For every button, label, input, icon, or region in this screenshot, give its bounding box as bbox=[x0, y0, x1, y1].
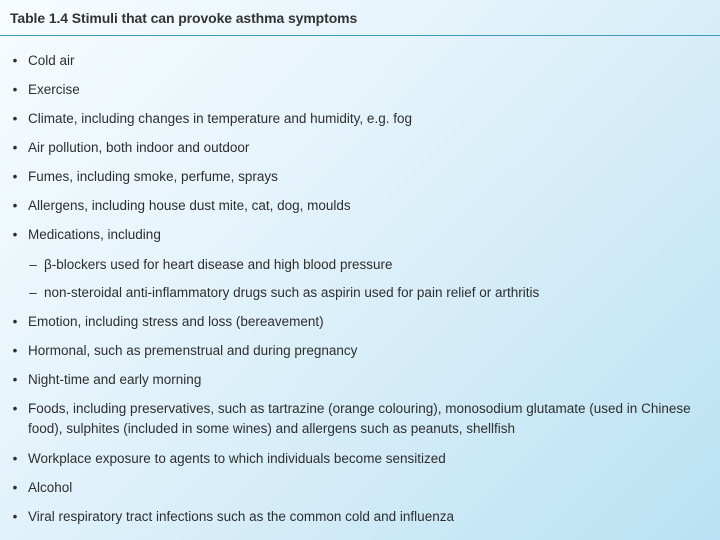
bullet-icon: • bbox=[12, 140, 18, 155]
bullet-icon: • bbox=[12, 169, 18, 184]
list-item-text: Climate, including changes in temperature and humidity, e.g. fog bbox=[28, 111, 412, 126]
dash-icon: – bbox=[29, 285, 37, 300]
list-item-text: Air pollution, both indoor and outdoor bbox=[28, 140, 250, 155]
bullet-icon: • bbox=[12, 227, 18, 242]
table-title: Table 1.4 Stimuli that can provoke asthma symptoms bbox=[10, 10, 358, 26]
bullet-icon: • bbox=[12, 509, 18, 524]
sub-item-text: β-blockers used for heart disease and high blood pressure bbox=[44, 257, 393, 272]
bullet-icon: • bbox=[12, 343, 18, 358]
bullet-icon: • bbox=[12, 372, 18, 387]
bullet-icon: • bbox=[12, 480, 18, 495]
list-item-text: Viral respiratory tract infections such as the common cold and influenza bbox=[28, 509, 454, 524]
bullet-icon: • bbox=[12, 198, 18, 213]
list-item-text: Alcohol bbox=[28, 480, 73, 495]
list-item-foods bbox=[0, 399, 720, 441]
list-item-text: Night-time and early morning bbox=[28, 372, 202, 387]
list-item-text: Cold air bbox=[28, 53, 75, 68]
bullet-icon: • bbox=[12, 111, 18, 126]
list-item-text: Allergens, including house dust mite, cat, dog, moulds bbox=[28, 198, 351, 213]
bullet-icon: • bbox=[12, 451, 18, 466]
list-item-text: Medications, including bbox=[28, 227, 161, 242]
list-item-text: Exercise bbox=[28, 82, 80, 97]
bullet-icon: • bbox=[12, 401, 18, 416]
bullet-icon: • bbox=[12, 82, 18, 97]
bullet-icon: • bbox=[12, 314, 18, 329]
sub-item-text: non-steroidal anti-inflammatory drugs such as aspirin used for pain relief or arthritis bbox=[44, 285, 540, 300]
list-item-text: Fumes, including smoke, perfume, sprays bbox=[28, 169, 278, 184]
list-item-text: Workplace exposure to agents to which individuals become sensitized bbox=[28, 451, 446, 466]
dash-icon: – bbox=[29, 257, 37, 272]
list-item-text: Foods, including preservatives, such as tartrazine (orange colouring), monosodium glutamate (used in Chinese food), sulphites (included in some wines) and allergens such as peanuts, shellfish bbox=[28, 401, 691, 436]
bullet-icon: • bbox=[12, 53, 18, 68]
list-item-text: Emotion, including stress and loss (bereavement) bbox=[28, 314, 324, 329]
list-item-text: Hormonal, such as premenstrual and during pregnancy bbox=[28, 343, 358, 358]
